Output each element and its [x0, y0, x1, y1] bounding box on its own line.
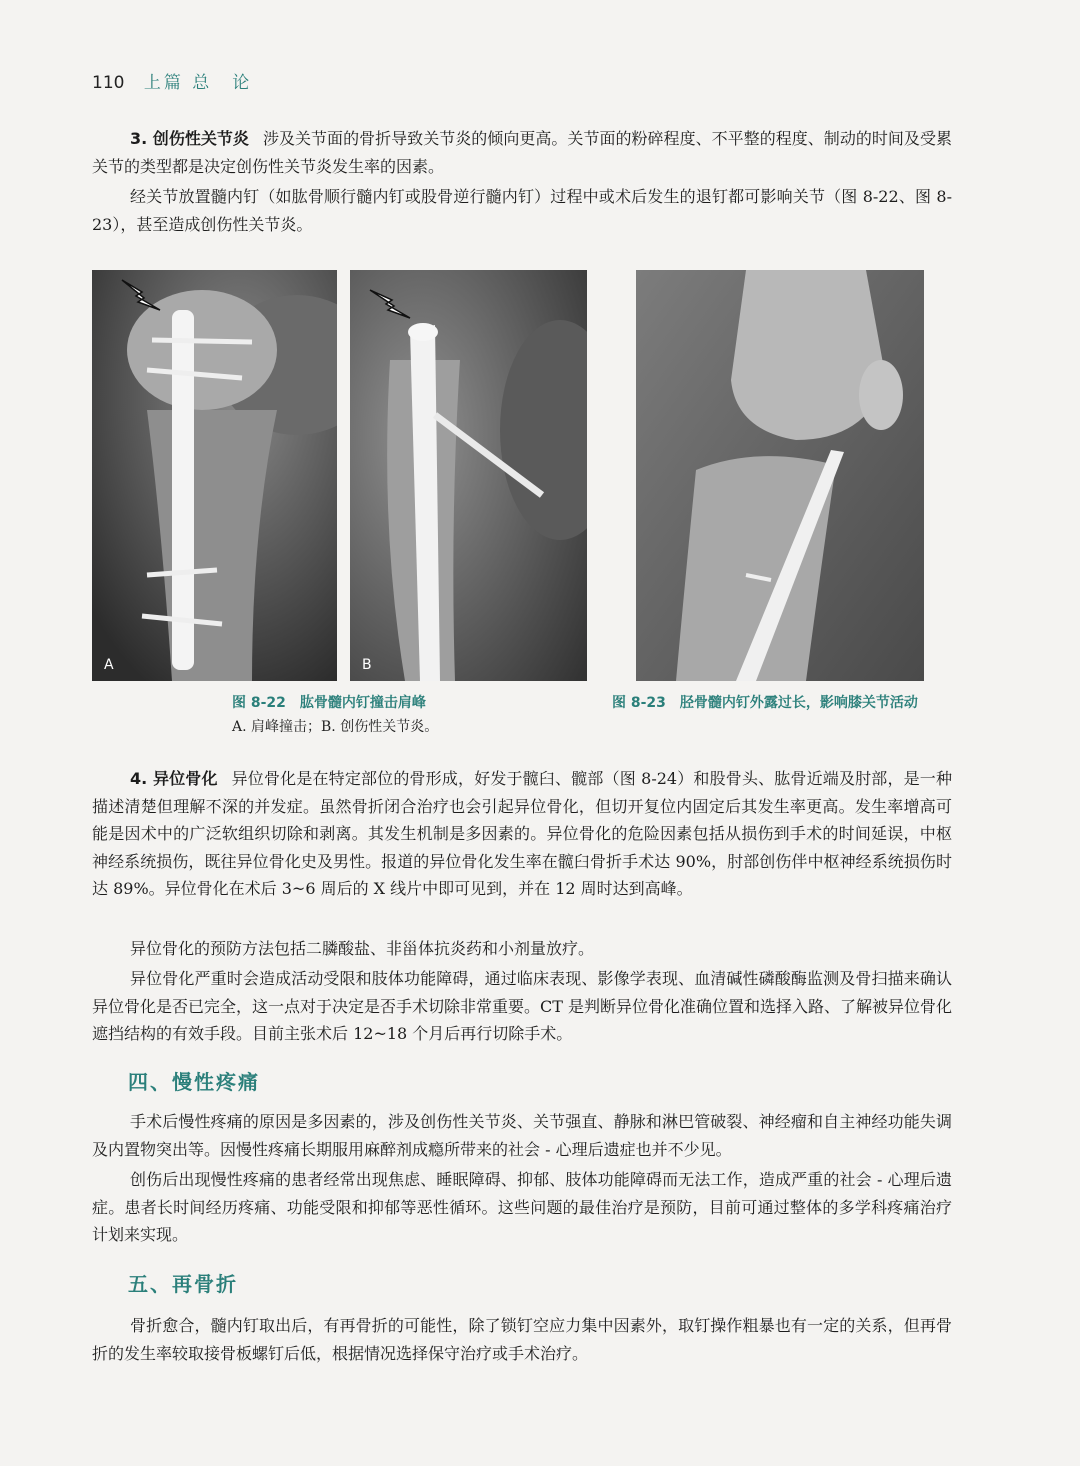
page-number: 110 [92, 73, 125, 93]
panel-label-b: B [362, 657, 372, 673]
figure-title: 肱骨髓内钉撞击肩峰 [299, 695, 426, 711]
figure-caption-8-23 [612, 692, 918, 712]
xray-figure-8-22a [92, 270, 337, 681]
figure-number: 图 8-22 [232, 695, 286, 711]
subheading-traumatic-arthritis: 3. 创伤性关节炎 [130, 129, 249, 148]
xray-shoulder-impingement [92, 270, 337, 681]
figure-caption-8-22 [232, 692, 426, 712]
xray-knee-tibial-nail [636, 270, 924, 681]
part-label: 上篇 总 论 [143, 73, 253, 93]
figure-subcaption-8-22: A. 肩峰撞击；B. 创伤性关节炎。 [232, 719, 439, 735]
paragraph-text: 异位骨化是在特定部位的骨形成，好发于髋臼、髋部（图 8-24）和股骨头、肱骨近端及肘部，是一种描述清楚但理解不深的并发症。虽然骨折闭合治疗也会引起异位骨化，但切开复位内固定后其发生率更高。发生率增高可能是因术中的广泛软组织切除和剥离。其发生机制是多因素的。异位骨化的危险因素包括从损伤到手术的时间延误，中枢神经系统损伤，既往异位骨化史及男性。报道的异位骨化发生率在髋臼骨折手术达 90%，肘部创伤伴中枢神经系统损伤时达 89%。异位骨化在术后 3~6 周后的 X 线片中即可见到，并在 12 周时达到高峰。 [92, 769, 952, 898]
paragraph-chronic-pain-causes: 手术后慢性疼痛的原因是多因素的，涉及创伤性关节炎、关节强直、静脉和淋巴管破裂、神经瘤和自主神经功能失调及内置物突出等。因慢性疼痛长期服用麻醉剂成瘾所带来的社会 - 心理后遗症也并不少见。 [92, 1112, 952, 1159]
running-header [92, 68, 252, 93]
figure-title: 胫骨髓内钉外露过长，影响膝关节活动 [679, 695, 918, 711]
paragraph-ho-treatment: 异位骨化严重时会造成活动受限和肢体功能障碍，通过临床表现、影像学表现、血清碱性磷酸酶监测及骨扫描来确认异位骨化是否已完全，这一点对于决定是否手术切除非常重要。CT 是判断异位骨化准确位置和选择入路、了解被异位骨化遮挡结构的有效手段。目前主张术后 12~18 个月后再行切除手术。 [92, 969, 953, 1043]
panel-label-a: A [104, 657, 114, 673]
paragraph-chronic-pain-effects: 创伤后出现慢性疼痛的患者经常出现焦虑、睡眠障碍、抑郁、肢体功能障碍而无法工作，造成严重的社会 - 心理后遗症。患者长时间经历疼痛、功能受限和抑郁等恶性循环。这些问题的最佳治疗是预防，目前可通过整体的多学科疼痛治疗计划来实现。 [92, 1170, 952, 1244]
paragraph-traumatic-arthritis [92, 125, 952, 180]
section-heading-refracture: 五、再骨折 [128, 1272, 238, 1296]
paragraph-nail-withdrawal: 经关节放置髓内钉（如肱骨顺行髓内钉或股骨逆行髓内钉）过程中或术后发生的退钉都可影响关节（图 8-22、图 8-23），甚至造成创伤性关节炎。 [92, 187, 952, 234]
paragraph-ho-prevention: 异位骨化的预防方法包括二膦酸盐、非甾体抗炎药和小剂量放疗。 [130, 939, 595, 958]
xray-figure-8-23 [636, 270, 924, 681]
xray-traumatic-arthritis [350, 270, 587, 681]
paragraph-refracture: 骨折愈合，髓内钉取出后，有再骨折的可能性，除了锁钉空应力集中因素外，取钉操作粗暴也有一定的关系，但再骨折的发生率较取接骨板螺钉后低，根据情况选择保守治疗或手术治疗。 [92, 1316, 952, 1363]
figure-number: 图 8-23 [612, 695, 666, 711]
paragraph-heterotopic-ossification [92, 765, 952, 903]
subheading-heterotopic-ossification: 4. 异位骨化 [130, 769, 218, 788]
paragraph-text: 涉及关节面的骨折导致关节炎的倾向更高。关节面的粉碎程度、不平整的程度、制动的时间及受累关节的类型都是决定创伤性关节炎发生率的因素。 [92, 129, 952, 176]
section-heading-chronic-pain: 四、慢性疼痛 [128, 1070, 260, 1094]
xray-figure-8-22b [350, 270, 587, 681]
